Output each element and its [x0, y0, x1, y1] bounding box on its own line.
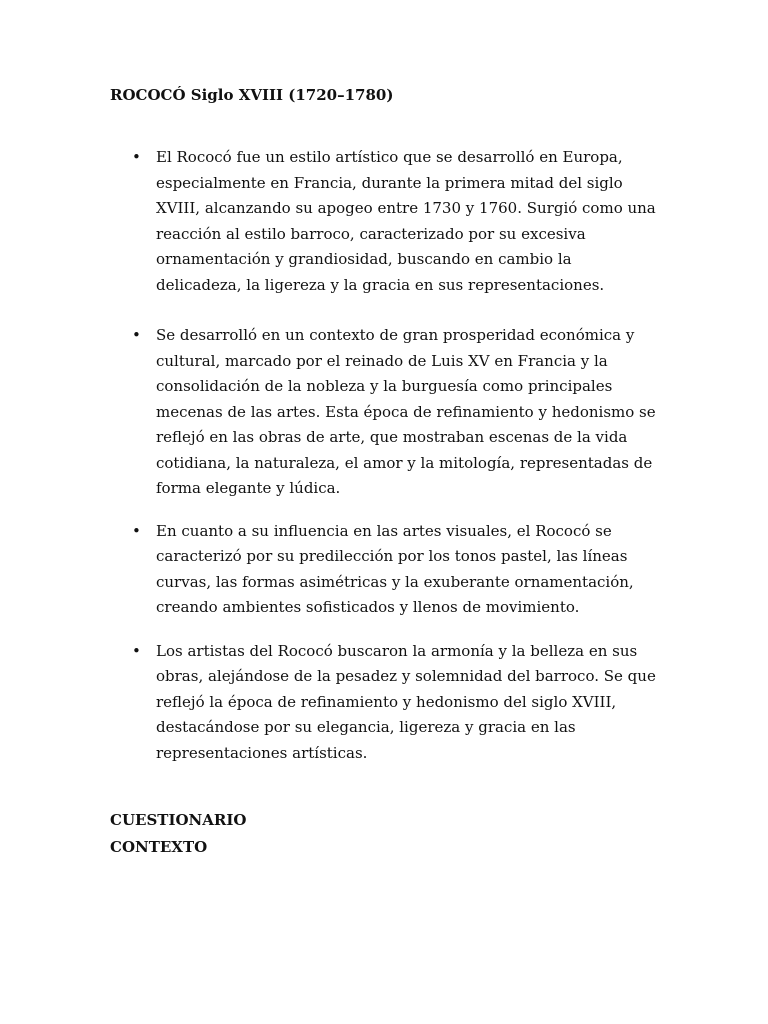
bullet-text: En cuanto a su influencia en las artes visuales, el Rococó se caracterizó por su predilección por los tonos pastel, las líneas curvas, las formas asimétricas y la exuberante ornamentación, creando ambientes sofisticados y llenos de movimiento. [156, 521, 634, 616]
bullet-text: Los artistas del Rococó buscaron la armonía y la belleza en sus obras, alejándose de la pesadez y solemnidad del barroco. Se que reflejó la época de refinamiento y hedonismo del siglo XVIII, destacándose por su elegancia, ligereza y gracia en las representaciones artísticas. [156, 641, 656, 762]
bullet-icon: • [132, 521, 141, 540]
bullet-text: El Rococó fue un estilo artístico que se desarrolló en Europa, especialmente en Francia, durante la primera mitad del siglo XVIII, alcanzando su apogeo entre 1730 y 1760. Surgió como una reacción al estilo barroco, caracterizado por su excesiva ornamentación y grandiosidad, buscando en cambio la delicadeza, la ligereza y la gracia en sus representaciones. [156, 148, 656, 294]
list-item [110, 323, 670, 502]
bullet-icon: • [132, 148, 141, 166]
bullet-icon: • [132, 326, 141, 344]
section-heading-cuestionario: CUESTIONARIO [110, 811, 247, 829]
bullet-list [110, 145, 670, 766]
document-title: ROCOCÓ Siglo XVIII (1720–1780) [110, 86, 394, 104]
list-item [110, 145, 670, 298]
section-heading-contexto: CONTEXTO [110, 838, 208, 856]
list-item [110, 519, 670, 621]
list-item [110, 639, 670, 767]
bullet-icon: • [132, 641, 141, 660]
bullet-text: Se desarrolló en un contexto de gran prosperidad económica y cultural, marcado por el reinado de Luis XV en Francia y la consolidación de la nobleza y la burguesía como principales mecenas de las artes. Esta época de refinamiento y hedonismo se reflejó en las obras de arte, que mostraban escenas de la vida cotidiana, la naturaleza, el amor y la mitología, representadas de forma elegante y lúdica. [156, 326, 656, 497]
